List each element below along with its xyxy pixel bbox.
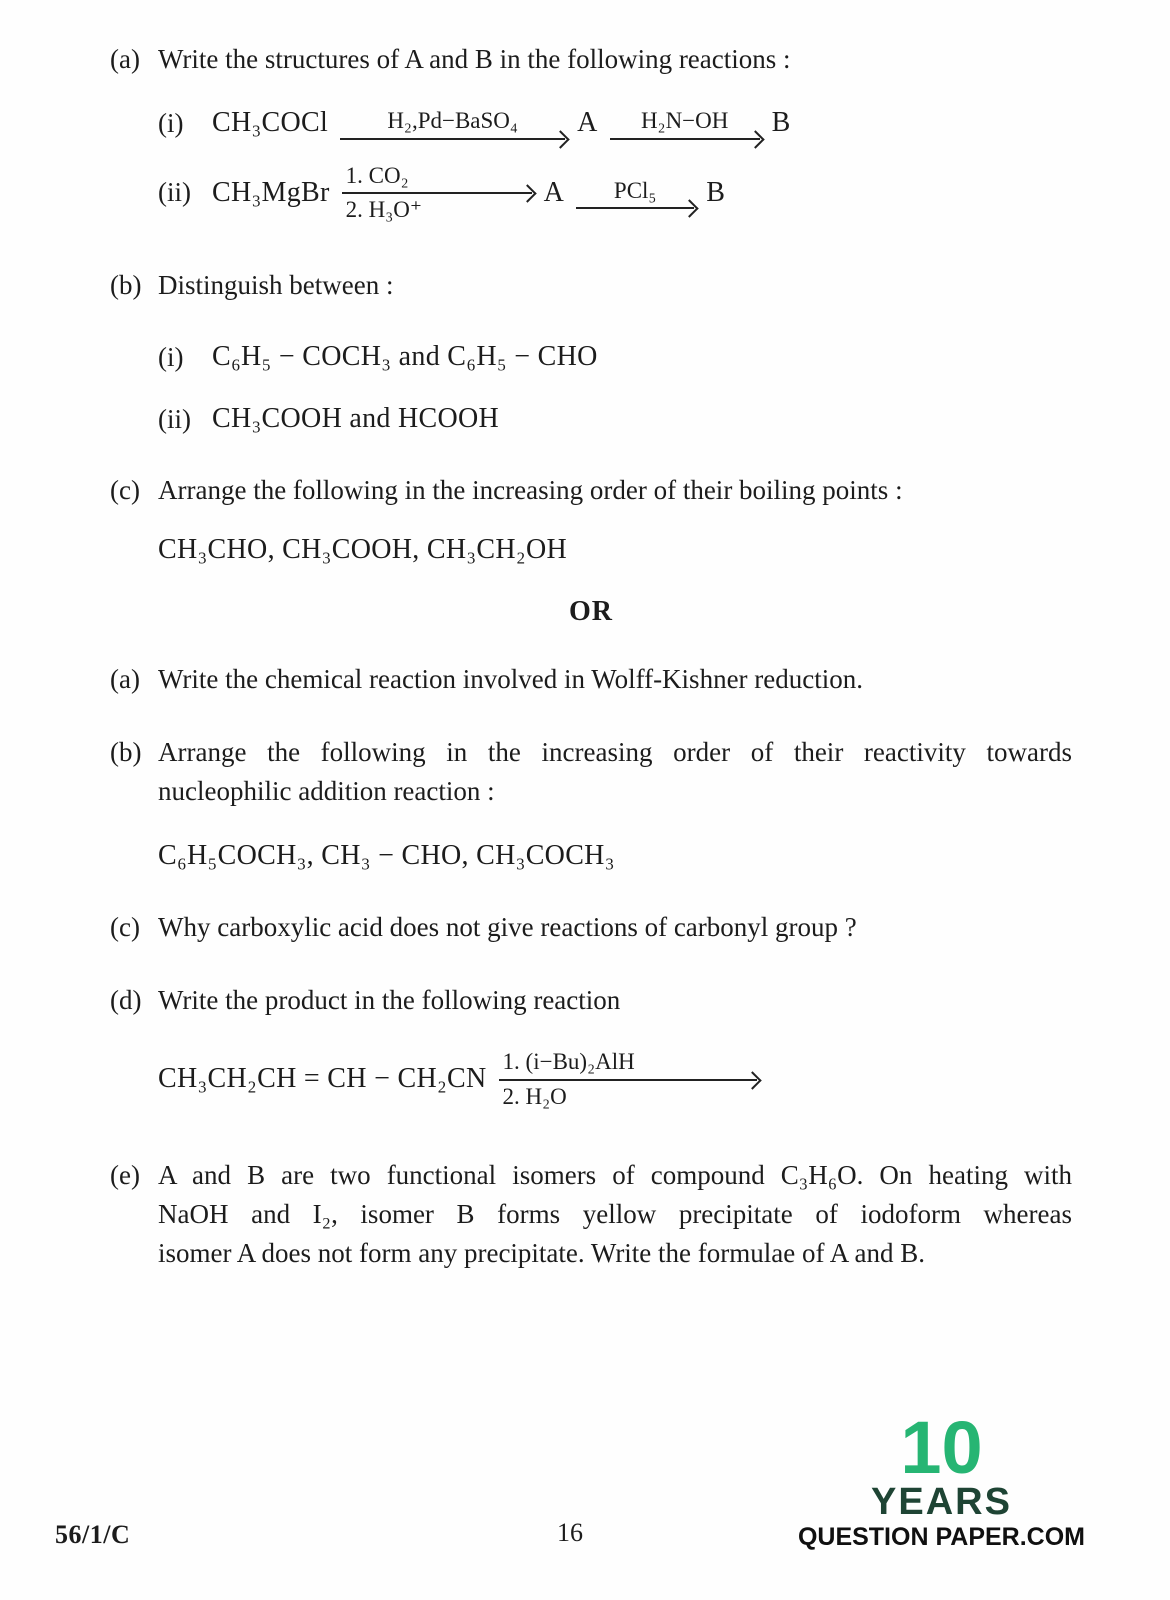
reaction-arrow <box>499 1048 757 1110</box>
reaction-arrow <box>610 107 760 140</box>
reactivity-compounds: C₆H₅COCH₃, CH₃ − CHO, CH₃COCH₃ <box>158 839 615 871</box>
pair-label: (i) <box>158 341 184 372</box>
part-a-second <box>110 660 1072 699</box>
arrow-icon <box>610 138 760 140</box>
arrow-condition-bottom: 2. H₃O⁺ <box>345 197 423 223</box>
arrow-condition-bottom: 2. H₂O <box>502 1083 567 1109</box>
part-text-line1: A and B are two functional isomers of compound C₃H₆O. On heating with <box>158 1160 1072 1191</box>
logo-site-text: QUESTION PAPER.COM <box>797 1523 1085 1551</box>
reactant-formula: CH₃CH₂CH = CH − CH₂CN <box>158 1063 487 1094</box>
arrow-icon <box>340 138 565 140</box>
distinguish-pair-ii <box>158 403 1072 435</box>
reaction-arrow <box>576 177 694 210</box>
arrow-condition: H₂,Pd−BaSO₄ <box>387 108 518 134</box>
reaction-ii <box>158 162 1092 224</box>
reaction-i-label: (i) <box>158 107 184 138</box>
reactant-formula: CH₃COCl <box>212 107 329 139</box>
arrow-icon <box>576 207 694 209</box>
part-text <box>158 733 1072 811</box>
part-d-second <box>110 981 1072 1020</box>
arrow-icon <box>499 1079 757 1081</box>
part-text: Write the product in the following reaction <box>158 984 621 1015</box>
part-text <box>158 1156 1072 1273</box>
arrow-condition: H₂N−OH <box>640 108 729 134</box>
distinguish-pair-i <box>158 341 1072 373</box>
page-number: 16 <box>557 1518 583 1547</box>
arrow-condition-top: 1. (i−Bu)₂AlH <box>502 1048 635 1074</box>
pair-formulas: C₆H₅ − COCH₃ and C₆H₅ − CHO <box>212 341 598 373</box>
pair-label: (ii) <box>158 403 191 434</box>
part-text-line3: isomer A does not form any precipitate. Write the formulae of A and B. <box>158 1238 925 1269</box>
product-b: B <box>771 107 791 139</box>
intermediate-a: A <box>543 176 565 208</box>
part-text: Why carboxylic acid does not give reactions of carbonyl group ? <box>158 911 857 942</box>
logo-10-text: 10 <box>900 1405 983 1489</box>
logo-years-text: YEARS <box>871 1481 1012 1523</box>
reaction-arrow <box>342 162 532 224</box>
part-label: (a) <box>110 664 140 695</box>
part-text: Arrange the following in the increasing order of their boiling points : <box>158 475 903 506</box>
part-text: Write the chemical reaction involved in Wolff-Kishner reduction. <box>158 664 864 695</box>
part-b-second <box>110 733 1072 811</box>
part-text-line1: Arrange the following in the increasing order of their reactivity towards <box>158 737 1072 768</box>
part-label: (c) <box>110 911 140 942</box>
or-divider: OR <box>569 596 613 628</box>
arrow-condition-top: 1. CO₂ <box>345 162 409 188</box>
part-e-second <box>110 1156 1072 1273</box>
paper-code: 56/1/C <box>55 1520 131 1549</box>
reaction-arrow <box>340 107 565 140</box>
page-content <box>110 30 1072 1274</box>
part-text-line2: nucleophilic addition reaction : <box>158 776 495 807</box>
part-label: (b) <box>110 737 142 768</box>
part-label: (e) <box>110 1160 140 1191</box>
part-a-first <box>110 40 1072 79</box>
part-label: (d) <box>110 984 142 1015</box>
reactant-formula: CH₃MgBr <box>212 176 330 208</box>
part-text: Distinguish between : <box>158 269 394 300</box>
reaction-ii-label: (ii) <box>158 177 191 208</box>
arrow-condition: PCl₅ <box>613 177 657 203</box>
intermediate-a: A <box>577 107 598 139</box>
part-b-first <box>110 266 1072 305</box>
reaction-i <box>158 107 1092 140</box>
arrow-icon <box>342 192 532 194</box>
part-c-first <box>110 471 1072 510</box>
page-footer <box>55 1405 1085 1551</box>
part-text-line2: NaOH and I₂, isomer B forms yellow precipitate of iodoform whereas <box>158 1199 1072 1230</box>
product-b: B <box>706 176 726 208</box>
part-label: (c) <box>110 475 140 506</box>
part-label: (b) <box>110 269 142 300</box>
part-text: Write the structures of A and B in the following reactions : <box>158 44 791 74</box>
reaction-d <box>158 1048 1092 1110</box>
boiling-point-compounds: CH₃CHO, CH₃COOH, CH₃CH₂OH <box>158 534 568 566</box>
part-c-second <box>110 908 1072 947</box>
pair-formulas: CH₃COOH and HCOOH <box>212 403 500 435</box>
part-label: (a) <box>110 44 140 74</box>
